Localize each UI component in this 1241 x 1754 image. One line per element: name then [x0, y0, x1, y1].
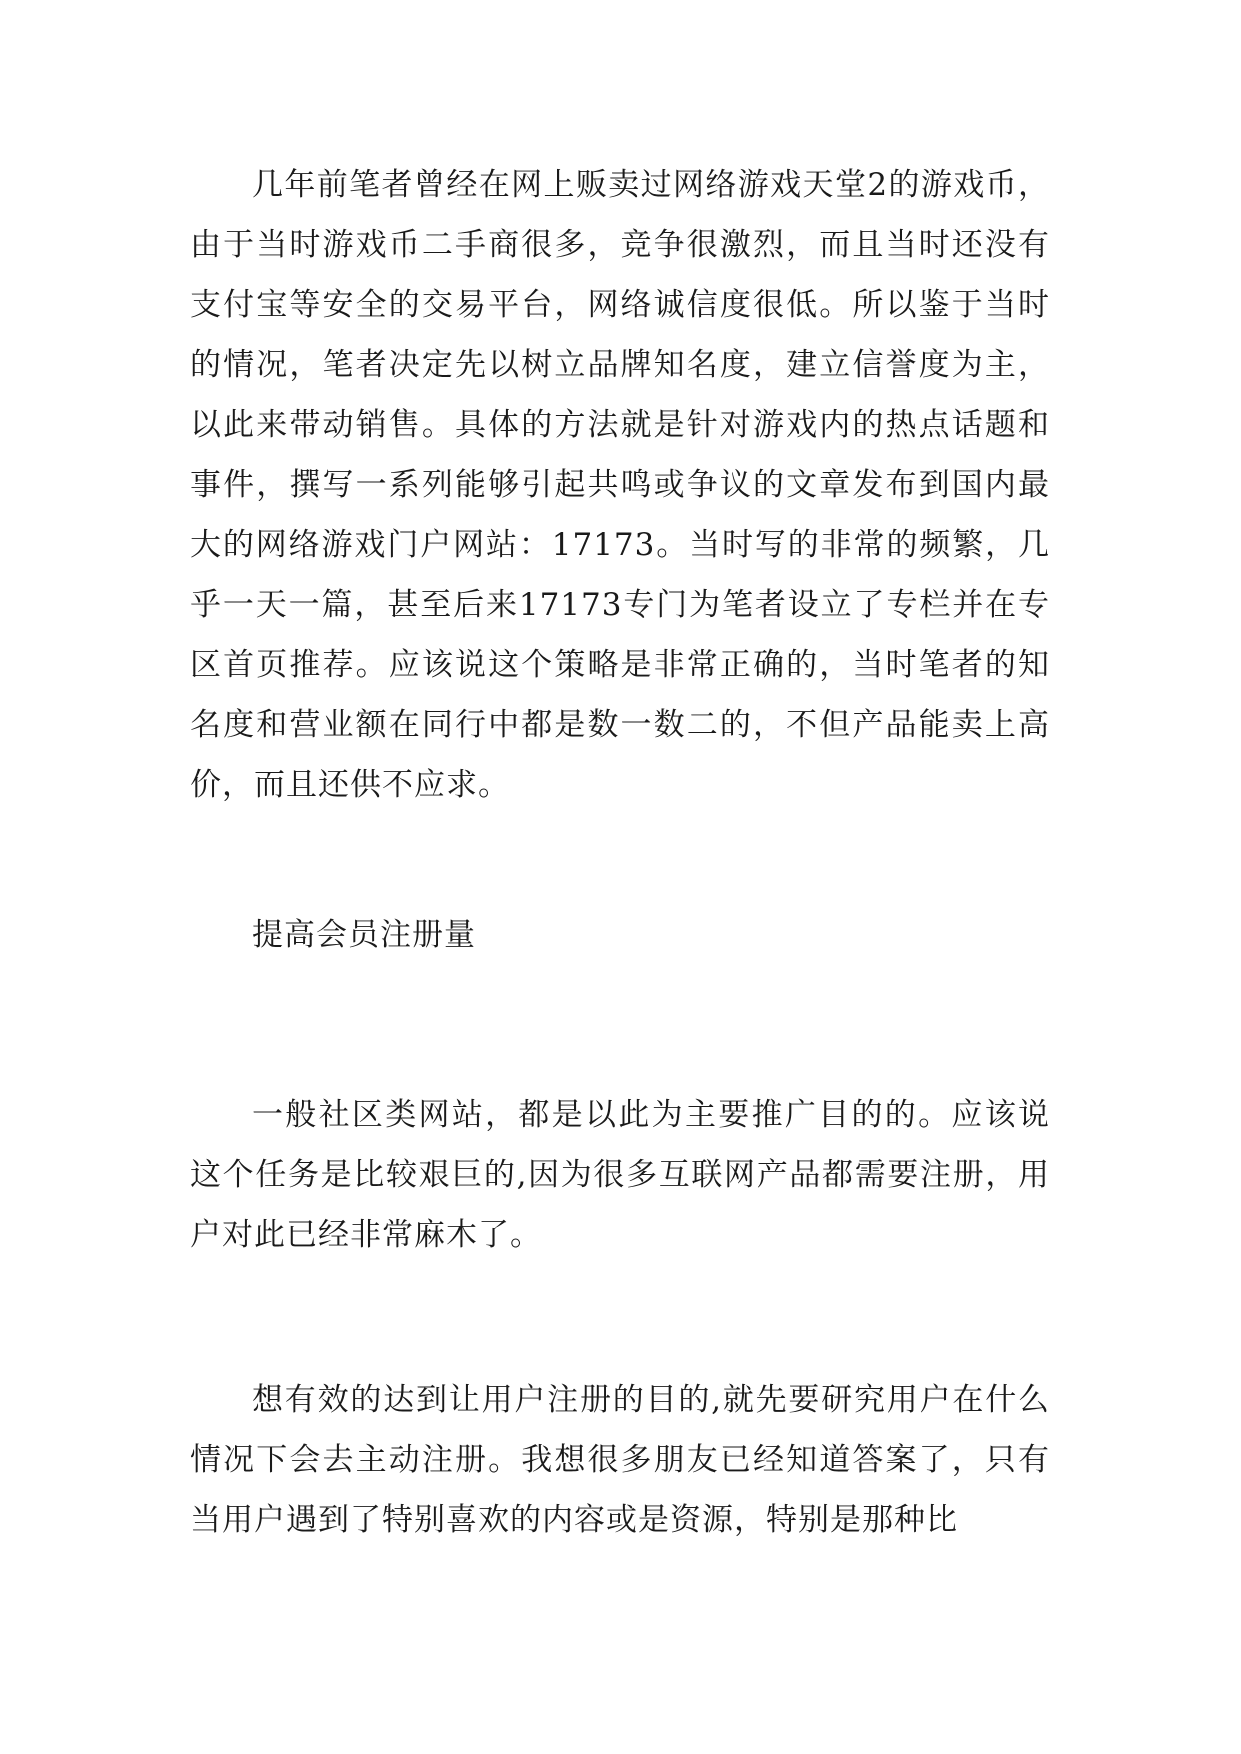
paragraph-game-currency-story: 几年前笔者曾经在网上贩卖过网络游戏天堂2的游戏币，由于当时游戏币二手商很多，竞争很激烈，而且当时还没有支付宝等安全的交易平台，网络诚信度很低。所以鉴于当时的情况，笔者决定先以树立品牌知名度，建立信誉度为主，以此来带动销售。具体的方法就是针对游戏内的热点话题和事件，撰写一系列能够引起共鸣或争议的文章发布到国内最大的网络游戏门户网站：17173。当时写的非常的频繁，几乎一天一篇，甚至后来17173专门为笔者设立了专栏并在专区首页推荐。应该说这个策略是非常正确的，当时笔者的知名度和营业额在同行中都是数一数二的，不但产品能卖上高价，而且还供不应求。 [190, 167, 1050, 803]
paragraph-community-sites: 一般社区类网站，都是以此为主要推广目的的。应该说这个任务是比较艰巨的,因为很多互联网产品都需要注册，用户对此已经非常麻木了。 [190, 1097, 1050, 1253]
paragraph-user-registration: 想有效的达到让用户注册的目的,就先要研究用户在什么情况下会去主动注册。我想很多朋友已经知道答案了，只有当用户遇到了特别喜欢的内容或是资源，特别是那种比 [190, 1382, 1050, 1538]
section-heading: 提高会员注册量 [252, 917, 476, 953]
